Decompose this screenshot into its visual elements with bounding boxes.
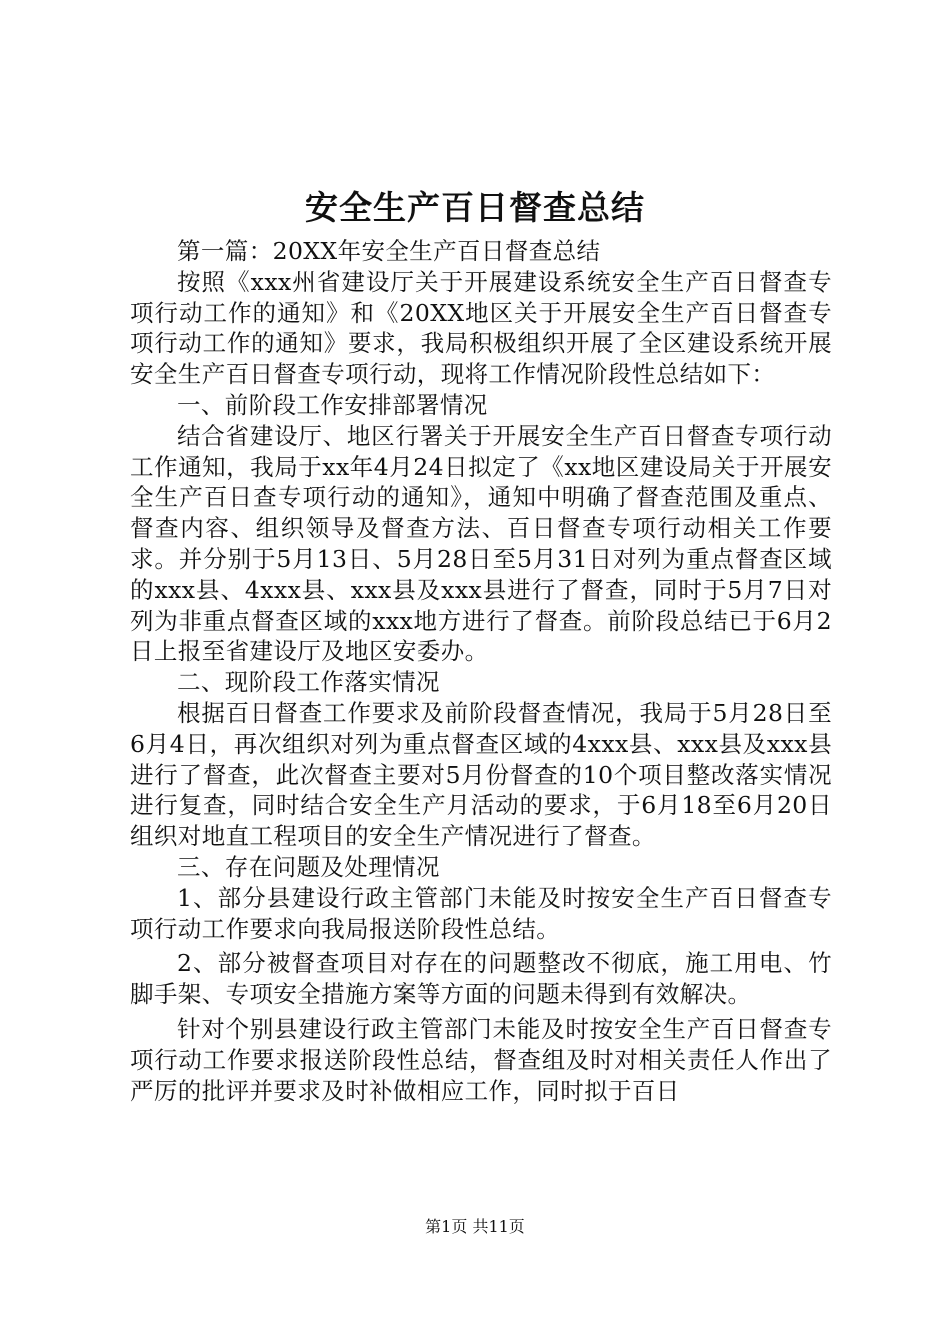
paragraph: 按照《xxx州省建设厅关于开展建设系统安全生产百日督查专项行动工作的通知》和《20XX地区关于开展安全生产百日督查专项行动工作的通知》要求，我局积极组织开展了全区建设系统开展安全生产百日督查专项行动，现将工作情况阶段性总结如下： [130, 267, 832, 389]
document-body [130, 236, 832, 1106]
page-footer: 第1页 共11页 [425, 1217, 525, 1236]
paragraph: 根据百日督查工作要求及前阶段督查情况，我局于5月28日至6月4日，再次组织对列为重点督查区域的4xxx县、xxx县及xxx县进行了督查，此次督查主要对5月份督查的10个项目整改落实情况进行复查，同时结合安全生产月活动的要求，于6月18至6月20日组织对地直工程项目的安全生产情况进行了督查。 [130, 698, 832, 851]
section-heading: 三、存在问题及处理情况 [177, 852, 440, 881]
section-heading: 第一篇：20XX年安全生产百日督查总结 [177, 237, 601, 265]
list-item: 1、部分县建设行政主管部门未能及时按安全生产百日督查专项行动工作要求向我局报送阶段性总结。 [130, 883, 832, 943]
document-title: 安全生产百日督查总结 [305, 188, 645, 227]
section-heading: 二、现阶段工作落实情况 [177, 668, 440, 697]
paragraph: 针对个别县建设行政主管部门未能及时按安全生产百日督查专项行动工作要求报送阶段性总结，督查组及时对相关责任人作出了严厉的批评并要求及时补做相应工作，同时拟于百日 [130, 1014, 832, 1105]
section-heading: 一、前阶段工作安排部署情况 [177, 390, 488, 419]
list-item: 2、部分被督查项目对存在的问题整改不彻底，施工用电、竹脚手架、专项安全措施方案等方面的问题未得到有效解决。 [130, 949, 832, 1009]
paragraph: 结合省建设厅、地区行署关于开展安全生产百日督查专项行动工作通知，我局于xx年4月24日拟定了《xx地区建设局关于开展安全生产百日查专项行动的通知》，通知中明确了督查范围及重点、督查内容、组织领导及督查方法、百日督查专项行动相关工作要求。并分别于5月13日、5月28日至5月31日对列为重点督查区域的xxx县、4xxx县、xxx县及xxx县进行了督查，同时于5月7日对列为非重点督查区域的xxx地方进行了督查。前阶段总结已于6月2日上报至省建设厅及地区安委办。 [130, 421, 832, 666]
